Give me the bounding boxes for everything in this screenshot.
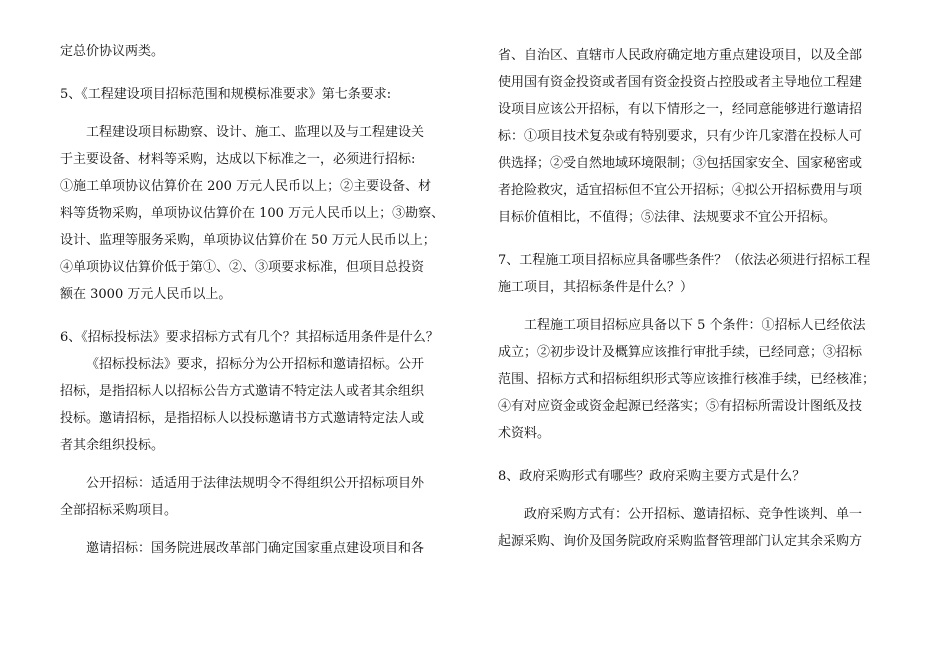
text-line: ①施工单项协议估算价在 200 万元人民币以上；②主要设备、材 [60,179,432,194]
text-line: 范围、招标方式和招标组织形式等应该推行核准手续，已经核准； [498,372,876,387]
text-line: 投标。邀请招标，是指招标人以投标邀请书方式邀请特定法人或 [60,411,425,426]
text-line: 定总价协议两类。 [60,44,165,59]
text-line: 术资料。 [498,426,551,441]
section-heading-7: 7、工程施工项目招标应具备哪些条件？（依法必须进行招标工程 [498,253,871,268]
right-column [498,0,898,555]
section-heading-6: 6、《招标投标法》要求招标方式有几个？其招标适用条件是什么？ [60,330,439,345]
section-heading-8: 8、政府采购形式有哪些？政府采购主要方式是什么？ [498,469,806,484]
text-line: 料等货物采购，单项协议估算价在 100 万元人民币以上；③勘察、 [60,206,445,221]
text-line: 起源采购、询价及国务院政府采购监督管理部门认定其余采购方 [498,534,863,549]
text-line: 标：①项目技术复杂或有特别要求，只有少许几家潜在投标人可 [498,129,863,144]
text-line: 公开招标：适适用于法律法规明令不得组织公开招标项目外 [86,476,425,491]
text-line: 于主要设备、材料等采购，达成以下标准之一，必须进行招标: [60,152,416,167]
text-line: 者其余组织投标。 [60,438,165,453]
section-heading-5: 5、《工程建设项目招标范围和规模标准要求》第七条要求: [60,87,392,102]
text-line: 设项目应该公开招标，有以下情形之一，经同意能够进行邀请招 [498,102,863,117]
text-line: 额在 3000 万元人民币以上。 [60,287,232,302]
text-line: 《招标投标法》要求，招标分为公开招标和邀请招标。公开 [86,357,425,372]
text-line: 省、自治区、直辖市人民政府确定地方重点建设项目，以及全部 [498,48,863,63]
left-column [60,0,460,562]
text-line: 者抢险救灾，适宜招标但不宜公开招标；④拟公开招标费用与项 [498,183,863,198]
text-line: 设计、监理等服务采购，单项协议估算价在 50 万元人民币以上； [60,233,436,248]
text-line: 成立；②初步设计及概算应该推行审批手续，已经同意；③招标 [498,345,863,360]
text-line: 供选择；②受自然地域环境限制；③包括国家安全、国家秘密或 [498,156,863,171]
text-line: ④单项协议估算价低于第①、②、③项要求标准，但项目总投资 [60,260,425,275]
text-line: 工程建设项目标勘察、设计、施工、监理以及与工程建设关 [86,125,425,140]
text-line: 邀请招标：国务院进展改革部门确定国家重点建设项目和各 [86,541,425,556]
text-line: 政府采购方式有：公开招标、邀请招标、竞争性谈判、单一 [524,507,863,522]
text-line: 目标价值相比，不值得；⑤法律、法规要求不宜公开招标。 [498,210,837,225]
text-line: 施工项目，其招标条件是什么？） [498,280,694,295]
text-line: 工程施工项目招标应具备以下 5 个条件：①招标人已经依法 [524,318,866,333]
text-line: 全部招标采购项目。 [60,503,178,518]
text-line: 使用国有资金投资或者国有资金投资占控股或者主导地位工程建 [498,75,863,90]
text-line: 招标，是指招标人以招标公告方式邀请不特定法人或者其余组织 [60,384,425,399]
text-line: ④有对应资金或资金起源已经落实；⑤有招标所需设计图纸及技 [498,399,863,414]
